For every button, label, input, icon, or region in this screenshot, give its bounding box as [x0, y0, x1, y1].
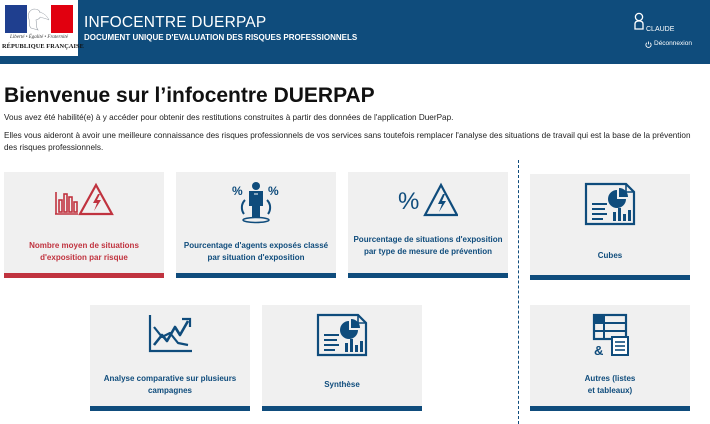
tile-situations-per-risk[interactable] [4, 172, 164, 278]
tile-accent-bar [176, 273, 336, 278]
tile-label: Analyse comparative sur plusieurs campagnes [103, 374, 237, 395]
svg-text:%: % [232, 184, 243, 198]
power-icon [645, 41, 652, 48]
trend-chart-icon [146, 313, 194, 355]
tile-agents-exposed[interactable] [176, 172, 336, 278]
tile-accent-bar [90, 406, 250, 411]
marianne-icon [22, 6, 52, 32]
tile-accent-bar [4, 273, 164, 278]
app-subtitle: DOCUMENT UNIQUE D'EVALUATION DES RISQUES PROFESSIONNELS [84, 33, 358, 42]
tile-cubes[interactable] [530, 174, 690, 280]
user-menu[interactable] [632, 12, 692, 36]
tile-synthesis[interactable] [262, 305, 422, 411]
user-name: CLAUDE [646, 26, 675, 33]
tile-other-lists[interactable] [530, 305, 690, 411]
section-divider [518, 160, 519, 424]
intro-paragraph-access: Vous avez été habilité(e) à y accéder pour obtenir des restitutions construites à partir des données de l'application DuerPap. [4, 113, 454, 122]
chart-warning-icon [54, 182, 114, 218]
logout-link[interactable] [645, 40, 695, 50]
report-icon [315, 313, 369, 357]
republic-motto: Liberté • Égalité • Fraternité [10, 35, 68, 40]
tile-comparative-analysis[interactable] [90, 305, 250, 411]
svg-text:&: & [594, 343, 604, 357]
report-icon [583, 182, 637, 226]
percent-warning-icon [398, 182, 458, 218]
svg-text:%: % [268, 184, 279, 198]
tile-label: Autres (listes et tableaux) [584, 374, 636, 395]
lists-icon [590, 313, 630, 357]
tile-label: Nombre moyen de situations d'exposition par risque [29, 241, 139, 262]
tile-prevention-measures[interactable] [348, 172, 508, 278]
republique-francaise-logo[interactable] [0, 0, 84, 56]
agents-percent-icon [229, 180, 283, 224]
tile-label: Cubes [597, 251, 623, 260]
tile-label: Pourcentage d'agents exposés classé par situation d'exposition [183, 241, 329, 262]
app-title: INFOCENTRE DUERPAP [84, 14, 267, 31]
intro-paragraph-purpose: Elles vous aideront à avoir une meilleure connaissance des risques professionnels de vos services sans toutefois remplacer l'analyse des situations de travail qui est la base de la prévention des risques professionnels. [4, 131, 691, 152]
tile-accent-bar [348, 273, 508, 278]
tile-accent-bar [262, 406, 422, 411]
tile-accent-bar [530, 275, 690, 280]
tile-label: Synthèse [324, 380, 360, 389]
page-title: Bienvenue sur l’infocentre DUERPAP [4, 84, 375, 107]
tile-accent-bar [530, 406, 690, 411]
header-bar [0, 0, 710, 64]
logout-label: Déconnexion [654, 40, 692, 47]
tile-label: Pourcentage de situations d'exposition par type de mesure de prévention [353, 235, 503, 256]
republic-name: RÉPUBLIQUE FRANÇAISE [2, 43, 84, 50]
svg-text:%: % [398, 188, 420, 215]
user-icon [634, 12, 644, 30]
